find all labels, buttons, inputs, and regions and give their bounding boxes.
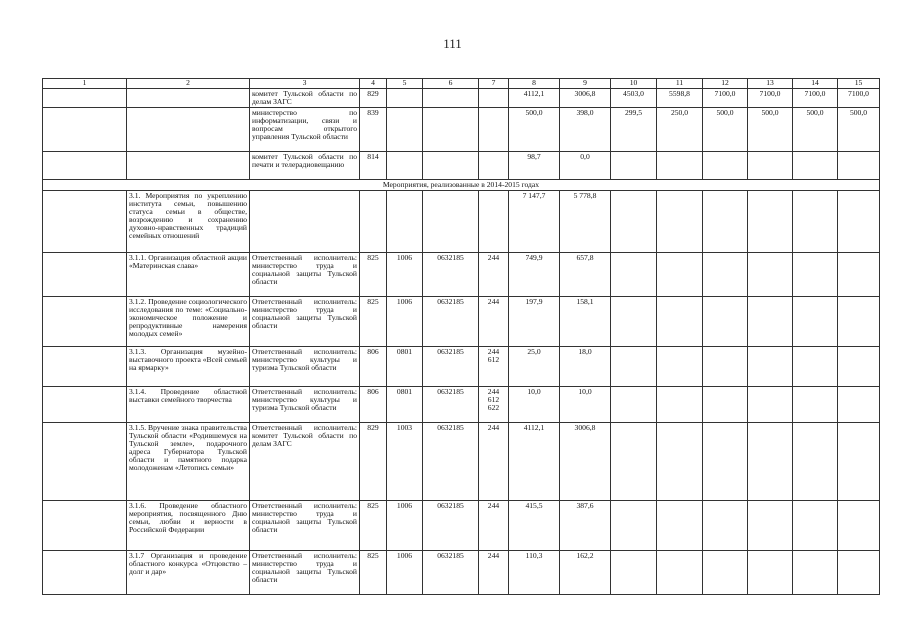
cell-c14 [793, 551, 838, 595]
cell-c13 [748, 551, 793, 595]
cell-c6: 0632185 [423, 347, 479, 387]
measure-name: 3.1.6. Проведение областного мероприятия, посвященного Дню семьи, любви и верности в Российской Федерации [127, 501, 250, 551]
cell-c4 [360, 191, 387, 253]
cell-c11 [657, 501, 703, 551]
cell-c10 [611, 152, 657, 180]
cell-c8: 10,0 [509, 387, 560, 423]
cell-c8: 415,5 [509, 501, 560, 551]
cell-c6 [423, 89, 479, 108]
cell-c11: 5598,8 [657, 89, 703, 108]
cell-c5 [387, 108, 423, 152]
cell-c13 [748, 297, 793, 347]
cell-c2 [127, 89, 250, 108]
executor-cell: Ответственный исполнитель: министерство культуры и туризма Тульской области [250, 347, 360, 387]
column-header-10: 10 [611, 79, 657, 89]
cell-c12 [703, 297, 748, 347]
measure-name: 3.1.3. Организация музейно-выставочного проекта «Всей семьей на ярмарку» [127, 347, 250, 387]
cell-c4: 825 [360, 253, 387, 297]
cell-c15: 7100,0 [838, 89, 880, 108]
cell-c11 [657, 387, 703, 423]
column-header-2: 2 [127, 79, 250, 89]
cell-c15 [838, 191, 880, 253]
cell-c13: 500,0 [748, 108, 793, 152]
cell-c11 [657, 297, 703, 347]
column-header-7: 7 [479, 79, 509, 89]
cell-c13 [748, 387, 793, 423]
cell-c8: 197,9 [509, 297, 560, 347]
cell-c1 [43, 501, 127, 551]
expense-code: 244 [487, 297, 500, 306]
cell-c12 [703, 551, 748, 595]
expense-code: 244 [487, 347, 500, 356]
cell-c1 [43, 347, 127, 387]
cell-c12 [703, 347, 748, 387]
cell-c14: 7100,0 [793, 89, 838, 108]
executor-cell: Ответственный исполнитель: министерство труда и социальной защиты Тульской области [250, 297, 360, 347]
cell-c6: 0632185 [423, 501, 479, 551]
cell-c9: 387,6 [560, 501, 611, 551]
cell-c12: 7100,0 [703, 89, 748, 108]
cell-c1 [43, 191, 127, 253]
cell-c9: 3006,8 [560, 423, 611, 501]
cell-c5: 1006 [387, 297, 423, 347]
cell-c10 [611, 347, 657, 387]
cell-c9: 162,2 [560, 551, 611, 595]
cell-c7 [479, 501, 509, 551]
cell-c9: 5 778,8 [560, 191, 611, 253]
cell-c13 [748, 501, 793, 551]
cell-c7 [479, 152, 509, 180]
cell-c8: 98,7 [509, 152, 560, 180]
column-header-4: 4 [360, 79, 387, 89]
cell-c7 [479, 297, 509, 347]
cell-c13 [748, 423, 793, 501]
cell-c8: 7 147,7 [509, 191, 560, 253]
cell-c8: 25,0 [509, 347, 560, 387]
cell-c6: 0632185 [423, 387, 479, 423]
cell-c15 [838, 387, 880, 423]
cell-c13 [748, 191, 793, 253]
cell-c1 [43, 551, 127, 595]
cell-c1 [43, 423, 127, 501]
cell-c1 [43, 253, 127, 297]
cell-c5: 1006 [387, 551, 423, 595]
cell-c14 [793, 387, 838, 423]
cell-c7 [479, 347, 509, 387]
executor-cell: комитет Тульской области по делам ЗАГС [250, 89, 360, 108]
cell-c4: 825 [360, 551, 387, 595]
cell-c9: 3006,8 [560, 89, 611, 108]
column-number-row [43, 79, 880, 89]
cell-c6: 0632185 [423, 551, 479, 595]
cell-c7 [479, 551, 509, 595]
column-header-13: 13 [748, 79, 793, 89]
cell-c4: 829 [360, 423, 387, 501]
expense-code: 612 [487, 355, 500, 364]
cell-c4: 806 [360, 347, 387, 387]
executor-cell: Ответственный исполнитель: министерство труда и социальной защиты Тульской области [250, 501, 360, 551]
cell-c7 [479, 387, 509, 423]
column-header-8: 8 [509, 79, 560, 89]
cell-c4: 825 [360, 297, 387, 347]
program-table [42, 78, 880, 595]
column-header-11: 11 [657, 79, 703, 89]
cell-c9: 398,0 [560, 108, 611, 152]
cell-c11 [657, 423, 703, 501]
measure-name: 3.1.1. Организация областной акции «Материнская слава» [127, 253, 250, 297]
cell-c8: 110,3 [509, 551, 560, 595]
cell-c10 [611, 501, 657, 551]
cell-c10 [611, 423, 657, 501]
cell-c5: 1006 [387, 253, 423, 297]
cell-c5 [387, 152, 423, 180]
measure-name: 3.1.7 Организация и проведение областного конкурса «Отцовство – долг и дар» [127, 551, 250, 595]
cell-c4: 806 [360, 387, 387, 423]
cell-c5: 0801 [387, 347, 423, 387]
column-header-1: 1 [43, 79, 127, 89]
executor-cell: Ответственный исполнитель: комитет Тульской области по делам ЗАГС [250, 423, 360, 501]
cell-c14 [793, 297, 838, 347]
cell-c12 [703, 423, 748, 501]
executor-cell: Ответственный исполнитель: министерство труда и социальной защиты Тульской области [250, 253, 360, 297]
cell-c6 [423, 191, 479, 253]
cell-c11 [657, 253, 703, 297]
cell-c15 [838, 501, 880, 551]
expense-code: 244 [487, 551, 500, 560]
measure-name: 3.1.2. Проведение социологического исследования по теме: «Социально-экономическое положение и репродуктивные намерения молодых семей» [127, 297, 250, 347]
measure-row [43, 253, 880, 297]
cell-c6 [423, 108, 479, 152]
expense-code: 244 [487, 253, 500, 262]
expense-code: 244 [487, 387, 500, 396]
cell-c15 [838, 347, 880, 387]
column-header-14: 14 [793, 79, 838, 89]
column-header-12: 12 [703, 79, 748, 89]
column-header-15: 15 [838, 79, 880, 89]
cell-c9: 18,0 [560, 347, 611, 387]
cell-c12 [703, 253, 748, 297]
measure-name: 3.1. Мероприятия по укреплению института семьи, повышению статуса семьи в обществе, возрождению и сохранению духовно-нравственных традиций семейных отношений [127, 191, 250, 253]
cell-c7 [479, 89, 509, 108]
cell-c14 [793, 347, 838, 387]
cell-c13: 7100,0 [748, 89, 793, 108]
cell-c6: 0632185 [423, 297, 479, 347]
cell-c4: 814 [360, 152, 387, 180]
measure-row [43, 501, 880, 551]
cell-c15: 500,0 [838, 108, 880, 152]
cell-c15 [838, 253, 880, 297]
cell-c4: 839 [360, 108, 387, 152]
cell-c14: 500,0 [793, 108, 838, 152]
cell-c15 [838, 551, 880, 595]
cell-c7 [479, 253, 509, 297]
cell-c11: 250,0 [657, 108, 703, 152]
cell-c10 [611, 253, 657, 297]
cell-c5: 0801 [387, 387, 423, 423]
cell-c4: 829 [360, 89, 387, 108]
cell-c11 [657, 152, 703, 180]
cell-c9: 0,0 [560, 152, 611, 180]
cell-c15 [838, 152, 880, 180]
column-header-5: 5 [387, 79, 423, 89]
measure-row [43, 347, 880, 387]
funding-row [43, 152, 880, 180]
cell-c10 [611, 191, 657, 253]
cell-c5 [387, 191, 423, 253]
cell-c14 [793, 423, 838, 501]
cell-c8: 4112,1 [509, 423, 560, 501]
expense-code: 612 [487, 395, 500, 404]
cell-c8: 500,0 [509, 108, 560, 152]
cell-c6: 0632185 [423, 423, 479, 501]
cell-c14 [793, 152, 838, 180]
cell-c12: 500,0 [703, 108, 748, 152]
cell-c15 [838, 297, 880, 347]
cell-c10 [611, 551, 657, 595]
cell-c2 [127, 108, 250, 152]
cell-c12 [703, 387, 748, 423]
cell-c14 [793, 501, 838, 551]
cell-c4: 825 [360, 501, 387, 551]
cell-c1 [43, 108, 127, 152]
column-header-9: 9 [560, 79, 611, 89]
cell-c2 [127, 152, 250, 180]
expense-code: 244 [487, 501, 500, 510]
cell-c6 [423, 152, 479, 180]
cell-c12 [703, 191, 748, 253]
cell-c11 [657, 191, 703, 253]
cell-c11 [657, 551, 703, 595]
cell-c13 [748, 253, 793, 297]
executor-cell: комитет Тульской области по печати и телерадиовещанию [250, 152, 360, 180]
column-header-6: 6 [423, 79, 479, 89]
cell-c1 [43, 297, 127, 347]
executor-cell: министерство по информатизации, связи и вопросам открытого управления Тульской области [250, 108, 360, 152]
cell-c12 [703, 501, 748, 551]
measure-row [43, 387, 880, 423]
measure-name: 3.1.5. Вручение знака правительства Тульской области «Родившемуся на Тульской земле», подарочного адреса Губернатора Тульской области и памятного подарка молодоженам «Летопись семьи» [127, 423, 250, 501]
cell-c5 [387, 89, 423, 108]
cell-c10: 299,5 [611, 108, 657, 152]
cell-c5: 1003 [387, 423, 423, 501]
cell-c9: 10,0 [560, 387, 611, 423]
cell-c9: 158,1 [560, 297, 611, 347]
cell-c1 [43, 387, 127, 423]
measure-row [43, 551, 880, 595]
section-title: Мероприятия, реализованные в 2014-2015 годах [43, 180, 880, 191]
measure-row [43, 191, 880, 253]
cell-c14 [793, 191, 838, 253]
cell-c10 [611, 297, 657, 347]
cell-c15 [838, 423, 880, 501]
cell-c7 [479, 191, 509, 253]
cell-c8: 4112,1 [509, 89, 560, 108]
measure-row [43, 423, 880, 501]
cell-c11 [657, 347, 703, 387]
cell-c1 [43, 152, 127, 180]
page-number: 111 [443, 36, 462, 51]
column-header-3: 3 [250, 79, 360, 89]
funding-row [43, 108, 880, 152]
executor-cell: Ответственный исполнитель: министерство труда и социальной защиты Тульской области [250, 551, 360, 595]
cell-c8: 749,9 [509, 253, 560, 297]
measure-name: 3.1.4. Проведение областной выставки семейного творчества [127, 387, 250, 423]
expense-code: 622 [487, 403, 500, 412]
cell-c13 [748, 152, 793, 180]
cell-c6: 0632185 [423, 253, 479, 297]
executor-cell: Ответственный исполнитель: министерство культуры и туризма Тульской области [250, 387, 360, 423]
cell-c14 [793, 253, 838, 297]
cell-c7 [479, 423, 509, 501]
cell-c5: 1006 [387, 501, 423, 551]
cell-c12 [703, 152, 748, 180]
cell-c10 [611, 387, 657, 423]
cell-c10: 4503,0 [611, 89, 657, 108]
measure-row [43, 297, 880, 347]
cell-c13 [748, 347, 793, 387]
expense-code: 244 [487, 423, 500, 432]
cell-c7 [479, 108, 509, 152]
funding-row [43, 89, 880, 108]
executor-cell [250, 191, 360, 253]
section-row [43, 180, 880, 191]
cell-c1 [43, 89, 127, 108]
cell-c9: 657,8 [560, 253, 611, 297]
